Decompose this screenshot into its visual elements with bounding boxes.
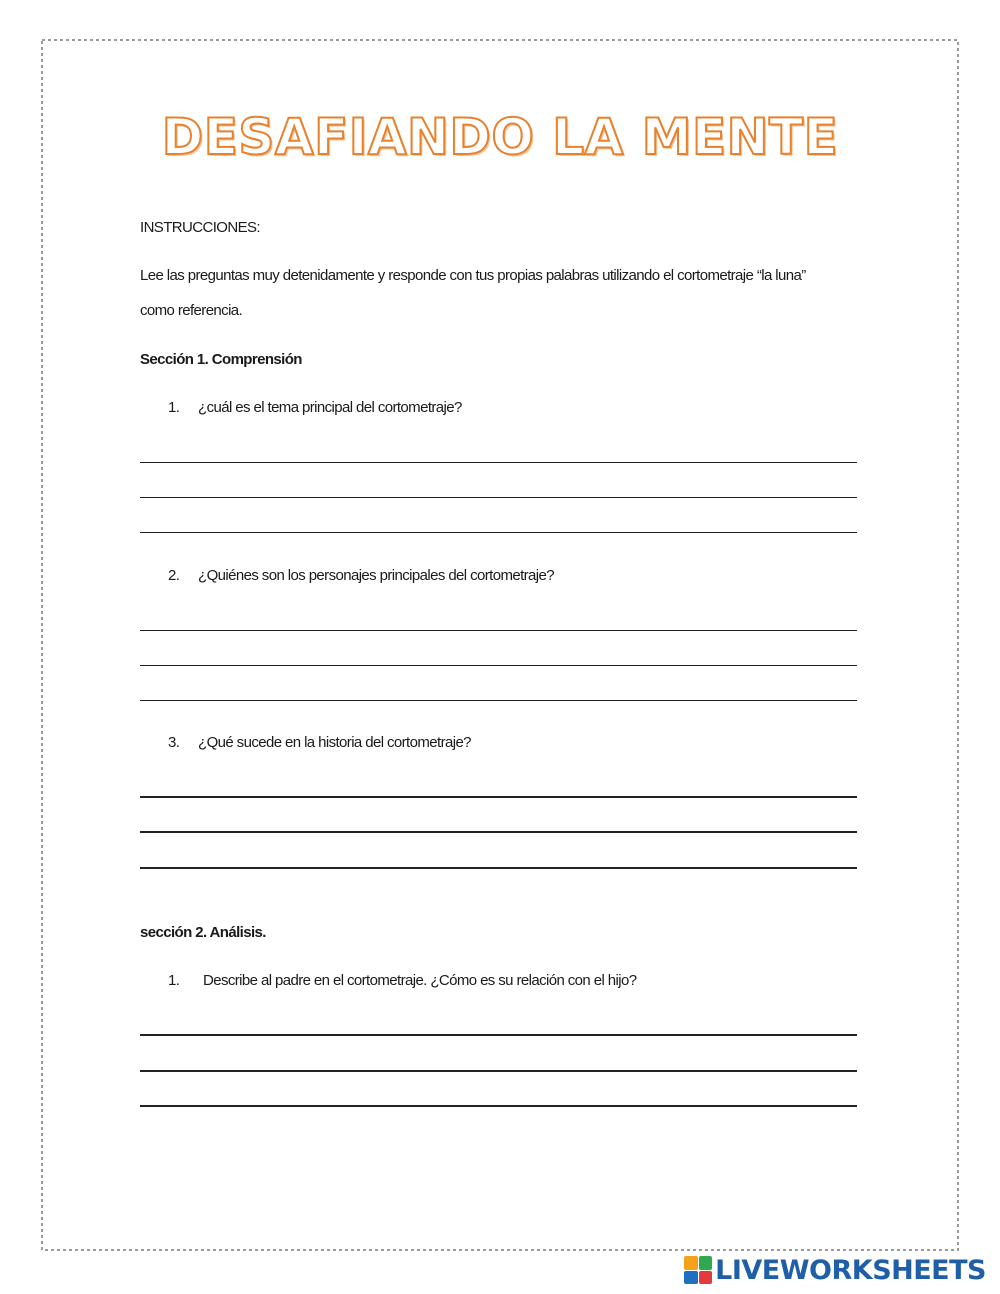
answer-line[interactable]: [140, 867, 857, 869]
question-text: Describe al padre en el cortometraje. ¿Cómo es su relación con el hijo?: [203, 972, 637, 989]
question-text: ¿Quiénes son los personajes principales del cortometraje?: [198, 567, 555, 584]
answer-line[interactable]: [140, 796, 857, 798]
question-number: 1.: [168, 972, 180, 989]
answer-line[interactable]: [140, 665, 857, 666]
question-number: 1.: [168, 399, 180, 416]
question-text: ¿cuál es el tema principal del cortometraje?: [198, 399, 462, 416]
answer-line[interactable]: [140, 1070, 857, 1072]
answer-line[interactable]: [140, 831, 857, 833]
instructions-label: INSTRUCCIONES:: [140, 219, 260, 236]
liveworksheets-logo-icon: [684, 1256, 712, 1284]
answer-line[interactable]: [140, 497, 857, 498]
liveworksheets-logo: [684, 1255, 986, 1285]
instructions-text-line1: Lee las preguntas muy detenidamente y responde con tus propias palabras utilizando el cortometraje “la luna”: [140, 267, 806, 284]
question-number: 3.: [168, 734, 180, 751]
answer-line[interactable]: [140, 1034, 857, 1036]
question-text: ¿Qué sucede en la historia del cortometraje?: [198, 734, 471, 751]
question-number: 2.: [168, 567, 180, 584]
answer-line[interactable]: [140, 1105, 857, 1107]
answer-line[interactable]: [140, 532, 857, 533]
logo-text: LIVEWORKSHEETS: [715, 1254, 986, 1286]
answer-line[interactable]: [140, 462, 857, 463]
answer-line[interactable]: [140, 700, 857, 701]
section1-title: Sección 1. Comprensión: [140, 351, 302, 368]
answer-line[interactable]: [140, 630, 857, 631]
instructions-text-line2: como referencia.: [140, 302, 243, 319]
section2-title: sección 2. Análisis.: [140, 924, 266, 941]
worksheet-title: DESAFIANDO LA MENTE: [161, 108, 839, 166]
